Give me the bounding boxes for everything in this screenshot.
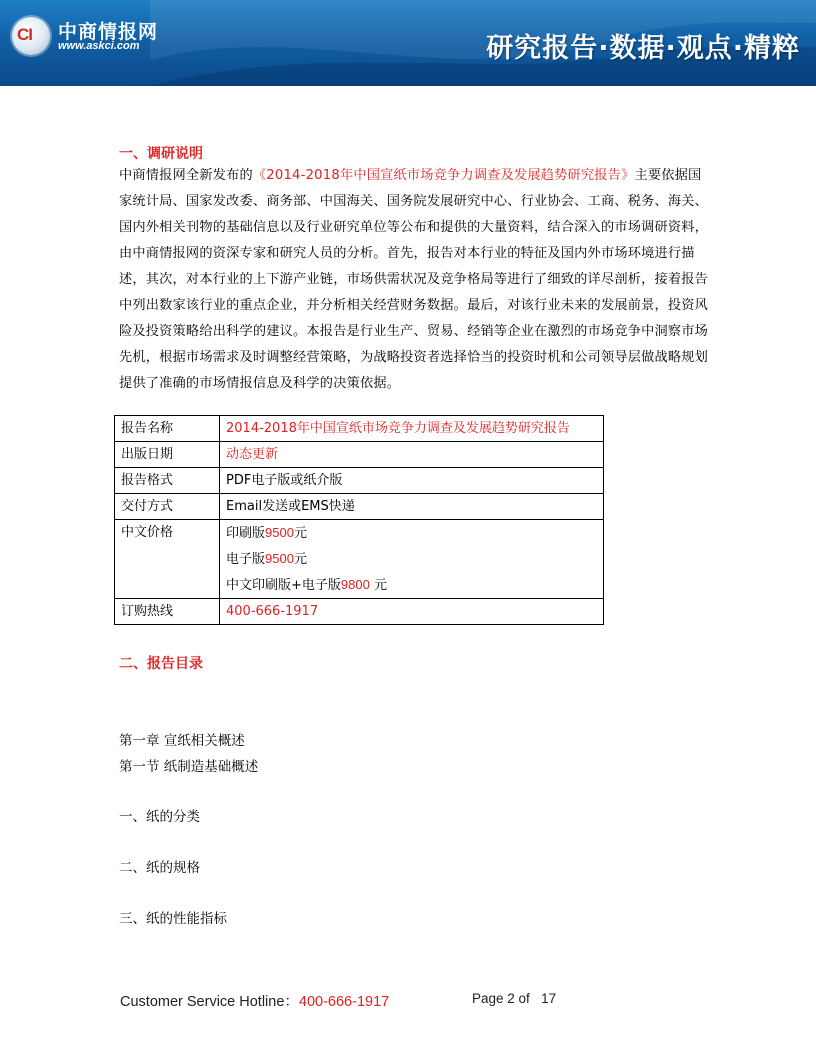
toc-chapter: 第一章 宣纸相关概述 — [119, 733, 245, 749]
report-info-table — [114, 415, 604, 625]
footer-hotline-number[interactable]: 400-666-1917 — [298, 994, 390, 1010]
footer-hotline — [120, 990, 389, 1011]
price-amount: 9500 — [265, 551, 294, 566]
table-row-price — [115, 520, 604, 599]
price-amount: 9800 — [340, 577, 370, 592]
header-banner — [0, 0, 816, 86]
label-delivery: 交付方式 — [115, 494, 220, 520]
price-line-bundle: 中文印刷版+电子版9800 元 — [226, 577, 387, 593]
table-row-format — [115, 468, 604, 494]
footer-hotline-label: Customer Service Hotline： — [120, 994, 299, 1010]
price-line-print: 印刷版9500元 — [226, 525, 307, 541]
label-hotline: 订购热线 — [115, 599, 220, 625]
label-price: 中文价格 — [115, 520, 220, 599]
toc-item: 三、纸的性能指标 — [119, 911, 227, 927]
table-row-date — [115, 442, 604, 468]
toc-item: 一、纸的分类 — [119, 809, 200, 825]
logo-icon[interactable] — [12, 17, 50, 55]
toc-section: 第一节 纸制造基础概述 — [119, 759, 259, 775]
price-line-electronic: 电子版9500元 — [226, 551, 307, 567]
label-publish-date: 出版日期 — [115, 442, 220, 468]
header-slogan: 研究报告·数据·观点·精粹 — [486, 33, 800, 64]
value-report-format: PDF电子版或纸介版 — [220, 468, 604, 494]
label-report-format: 报告格式 — [115, 468, 220, 494]
intro-report-title: 《2014-2018年中国宣纸市场竞争力调查及发展趋势研究报告》 — [252, 168, 635, 183]
intro-body: 主要依据国家统计局、国家发改委、商务部、中国海关、国务院发展研究中心、行业协会、工商、税务、海关、国内外相关刊物的基础信息以及行业研究单位等公布和提供的大量资料，结合深入的市场调研资料，由中商情报网的资深专家和研究人员的分析。首先，报告对本行业的特征及国内外市场环境进行描述，其次，对本行业的上下游产业链，市场供需状况及竞争格局等进行了细致的详尽剖析，接着报告中列出数家该行业的重点企业，并分析相关经营财务数据。最后，对该行业未来的发展前景，投资风险及投资策略给出科学的建议。本报告是行业生产、贸易、经销等企业在激烈的市场竞争中洞察市场先机，根据市场需求及时调整经营策略，为战略投资者选择恰当的投资时机和公司领导层做战略规划提供了准确的市场情报信息及科学的决策依据。 — [119, 168, 709, 391]
toc-item: 二、纸的规格 — [119, 860, 200, 876]
table-row-name — [115, 416, 604, 442]
value-delivery: Email发送或EMS快递 — [220, 494, 604, 520]
section-title-research: 一、调研说明 — [119, 146, 203, 162]
intro-prefix: 中商情报网全新发布的 — [119, 168, 253, 183]
logo-mark: CI — [17, 25, 32, 44]
section-title-toc: 二、报告目录 — [119, 656, 203, 672]
value-hotline[interactable]: 400-666-1917 — [220, 599, 604, 625]
logo-url[interactable]: www.askci.com — [58, 40, 140, 52]
footer-page-number — [472, 991, 556, 1006]
value-report-name: 2014-2018年中国宣纸市场竞争力调查及发展趋势研究报告 — [220, 416, 604, 442]
footer-page-label: Page 2 of — [472, 991, 530, 1006]
intro-paragraph — [119, 163, 709, 397]
value-publish-date: 动态更新 — [220, 442, 604, 468]
label-report-name: 报告名称 — [115, 416, 220, 442]
footer-page-total: 17 — [541, 991, 557, 1006]
logo-name[interactable]: 中商情报网 — [58, 21, 159, 43]
table-row-hotline — [115, 599, 604, 625]
price-amount: 9500 — [265, 525, 294, 540]
table-row-delivery — [115, 494, 604, 520]
value-prices — [220, 520, 604, 599]
